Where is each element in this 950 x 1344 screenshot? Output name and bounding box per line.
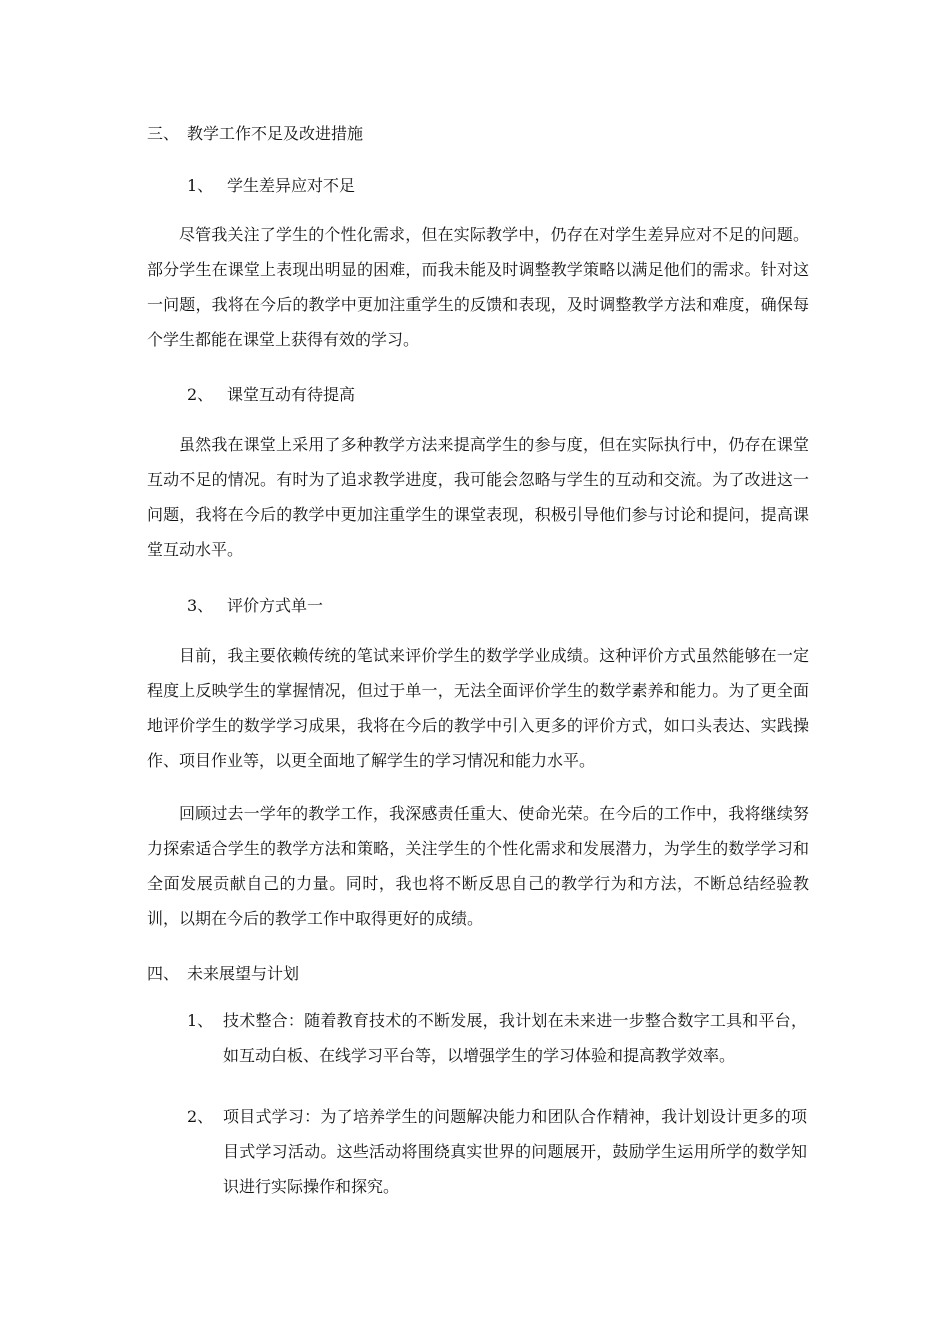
plan-item-2 — [187, 1099, 807, 1204]
subsection-3-1-paragraph: 尽管我关注了学生的个性化需求，但在实际教学中，仍存在对学生差异应对不足的问题。部分学生在课堂上表现出明显的困难，而我未能及时调整教学策略以满足他们的需求。针对这一问题，我将在今后的教学中更加注重学生的反馈和表现，及时调整教学方法和难度，确保每个学生都能在课堂上获得有效的学习。 — [147, 225, 809, 349]
section-4-title: 未来展望与计划 — [187, 964, 300, 983]
subsection-3-2-number: 2、 — [187, 385, 214, 404]
section-4-heading — [147, 963, 299, 985]
section-3-number: 三、 — [147, 124, 180, 143]
plan-item-2-number: 2、 — [187, 1107, 214, 1126]
subsection-3-2-paragraph: 虽然我在课堂上采用了多种教学方法来提高学生的参与度，但在实际执行中，仍存在课堂互动不足的情况。有时为了追求教学进度，我可能会忽略与学生的互动和交流。为了改进这一问题，我将在今后的教学中更加注重学生的课堂表现，积极引导他们参与讨论和提问，提高课堂互动水平。 — [147, 435, 809, 559]
plan-item-1-text: 技术整合：随着教育技术的不断发展，我计划在未来进一步整合数字工具和平台，如互动白板、在线学习平台等，以增强学生的学习体验和提高教学效率。 — [223, 1011, 807, 1065]
closing-paragraph: 回顾过去一学年的教学工作，我深感责任重大、使命光荣。在今后的工作中，我将继续努力探索适合学生的教学方法和策略，关注学生的个性化需求和发展潜力，为学生的数学学习和全面发展贡献自己的力量。同时，我也将不断反思自己的教学行为和方法，不断总结经验教训，以期在今后的教学工作中取得更好的成绩。 — [147, 804, 809, 928]
subsection-3-1-title: 学生差异应对不足 — [227, 176, 356, 195]
subsection-3-1-heading — [187, 175, 355, 197]
subsection-3-3-number: 3、 — [187, 596, 214, 615]
plan-item-1 — [187, 1003, 807, 1073]
subsection-3-3-heading — [187, 595, 323, 617]
subsection-3-3-paragraph: 目前，我主要依赖传统的笔试来评价学生的数学学业成绩。这种评价方式虽然能够在一定程度上反映学生的掌握情况，但过于单一，无法全面评价学生的数学素养和能力。为了更全面地评价学生的数学学习成果，我将在今后的教学中引入更多的评价方式，如口头表达、实践操作、项目作业等，以更全面地了解学生的学习情况和能力水平。 — [147, 646, 809, 770]
section-4-number: 四、 — [147, 964, 180, 983]
subsection-3-1-number: 1、 — [187, 176, 214, 195]
section-3-heading — [147, 123, 363, 145]
plan-item-1-number: 1、 — [187, 1011, 214, 1030]
section-3-title: 教学工作不足及改进措施 — [187, 124, 364, 143]
subsection-3-3-title: 评价方式单一 — [227, 596, 324, 615]
subsection-3-2-title: 课堂互动有待提高 — [227, 385, 356, 404]
plan-item-2-text: 项目式学习：为了培养学生的问题解决能力和团队合作精神，我计划设计更多的项目式学习活动。这些活动将围绕真实世界的问题展开，鼓励学生运用所学的数学知识进行实际操作和探究。 — [223, 1107, 807, 1196]
subsection-3-2-heading — [187, 384, 355, 406]
